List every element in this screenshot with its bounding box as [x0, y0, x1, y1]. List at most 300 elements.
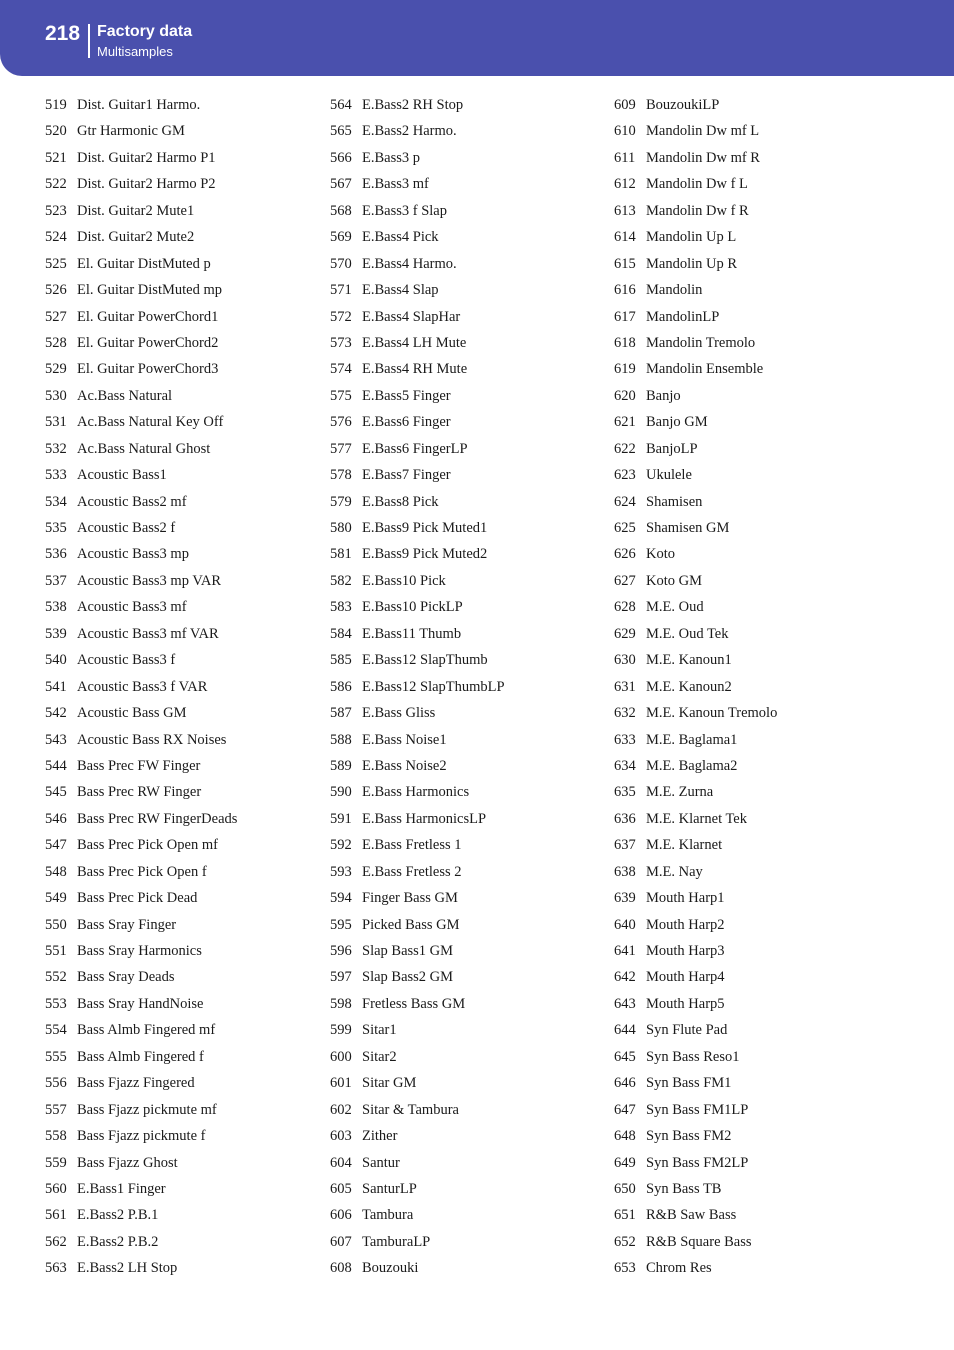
multisample-name: Bass Prec Pick Open mf	[77, 837, 218, 854]
multisample-name: E.Bass Harmonics	[362, 784, 470, 801]
multisample-number: 557	[45, 1101, 67, 1118]
multisample-name: El. Guitar PowerChord2	[77, 334, 219, 351]
multisample-name: Acoustic Bass2 mf	[77, 493, 187, 510]
multisample-number: 613	[614, 202, 636, 219]
multisample-name: Mouth Harp1	[646, 890, 725, 907]
multisample-name: Banjo	[646, 387, 681, 404]
multisample-name: TamburaLP	[362, 1233, 431, 1250]
multisample-name: Dist. Guitar2 Mute1	[77, 202, 195, 219]
multisample-name: M.E. Baglama1	[646, 731, 738, 748]
list-item	[330, 991, 505, 1017]
multisample-name: E.Bass9 Pick Muted2	[362, 546, 488, 563]
multisample-name: E.Bass2 RH Stop	[362, 97, 464, 113]
multisample-name: E.Bass6 FingerLP	[362, 440, 468, 457]
list-item	[330, 118, 505, 144]
multisample-name: M.E. Oud Tek	[646, 625, 729, 642]
list-item	[614, 806, 777, 832]
list-item	[614, 753, 777, 779]
multisample-column-3	[614, 92, 777, 1282]
multisample-name: Bass Fjazz pickmute mf	[77, 1101, 217, 1118]
multisample-name: Finger Bass GM	[362, 890, 458, 907]
multisample-number: 576	[330, 414, 352, 431]
multisample-number: 555	[45, 1048, 67, 1065]
multisample-number: 553	[45, 995, 67, 1012]
multisample-number: 619	[614, 361, 636, 378]
list-item	[330, 1255, 505, 1281]
multisample-number: 604	[330, 1154, 352, 1171]
multisample-name: El. Guitar PowerChord3	[77, 361, 219, 378]
multisample-name: E.Bass11 Thumb	[362, 625, 462, 642]
list-item	[45, 568, 237, 594]
list-item	[45, 251, 237, 277]
list-item	[45, 700, 237, 726]
list-item	[614, 991, 777, 1017]
multisample-name: Mouth Harp4	[646, 969, 725, 986]
section-subtitle: Multisamples	[97, 44, 173, 59]
list-item	[614, 224, 777, 250]
multisample-name: Chrom Res	[646, 1260, 712, 1277]
multisample-name: E.Bass8 Pick	[362, 493, 439, 510]
multisample-name: Bass Fjazz Ghost	[77, 1154, 178, 1171]
multisample-number: 549	[45, 890, 67, 907]
multisample-name: Tambura	[362, 1207, 414, 1224]
multisample-number: 637	[614, 837, 636, 854]
multisample-name: E.Bass2 LH Stop	[77, 1260, 178, 1277]
multisample-number: 592	[330, 837, 352, 854]
multisample-name: Banjo GM	[646, 414, 708, 431]
list-item	[45, 1150, 237, 1176]
multisample-name: M.E. Kanoun2	[646, 678, 732, 695]
multisample-number: 636	[614, 810, 636, 827]
multisample-name: Bass Prec Pick Open f	[77, 863, 207, 880]
multisample-name: Santur	[362, 1154, 400, 1171]
list-item	[330, 1150, 505, 1176]
list-item	[614, 1123, 777, 1149]
list-item	[614, 859, 777, 885]
multisample-name: E.Bass Noise1	[362, 731, 447, 748]
list-item	[614, 409, 777, 435]
multisample-name: E.Bass12 SlapThumb	[362, 652, 488, 669]
multisample-number: 538	[45, 599, 67, 616]
list-item	[45, 489, 237, 515]
list-item	[614, 489, 777, 515]
multisample-number: 647	[614, 1101, 636, 1118]
multisample-name: Sitar2	[362, 1048, 397, 1065]
multisample-number: 602	[330, 1101, 352, 1118]
multisample-name: Bass Almb Fingered f	[77, 1048, 204, 1065]
list-item	[45, 356, 237, 382]
multisample-number: 639	[614, 890, 636, 907]
multisample-number: 535	[45, 520, 67, 536]
list-item	[614, 383, 777, 409]
list-item	[45, 1017, 237, 1043]
list-item	[45, 145, 237, 171]
multisample-number: 581	[330, 546, 352, 563]
multisample-number: 584	[330, 625, 352, 642]
list-item	[330, 753, 505, 779]
multisample-name: Acoustic Bass3 mf VAR	[77, 625, 219, 642]
multisample-name: Fretless Bass GM	[362, 995, 466, 1012]
multisample-number: 522	[45, 176, 67, 193]
multisample-name: Bass Almb Fingered mf	[77, 1022, 216, 1039]
multisample-name: E.Bass5 Finger	[362, 387, 451, 404]
multisample-number: 614	[614, 229, 636, 246]
multisample-number: 600	[330, 1048, 352, 1065]
multisample-name: Bass Sray Finger	[77, 916, 177, 933]
list-item	[614, 92, 777, 118]
multisample-number: 585	[330, 652, 352, 669]
multisample-name: E.Bass6 Finger	[362, 414, 451, 431]
multisample-number: 540	[45, 652, 67, 669]
list-item	[45, 1070, 237, 1096]
multisample-name: Mouth Harp2	[646, 916, 725, 933]
list-item	[614, 436, 777, 462]
multisample-name: Sitar & Tambura	[362, 1101, 459, 1118]
list-item	[330, 832, 505, 858]
multisample-name: E.Bass4 Pick	[362, 229, 439, 246]
multisample-name: Zither	[362, 1128, 398, 1145]
list-item	[330, 621, 505, 647]
multisample-number: 539	[45, 625, 67, 642]
list-item	[330, 1097, 505, 1123]
multisample-name: Bass Sray Harmonics	[77, 943, 202, 959]
multisample-name: E.Bass2 P.B.1	[77, 1207, 159, 1224]
multisample-number: 621	[614, 414, 636, 431]
list-item	[330, 1176, 505, 1202]
multisample-name: Dist. Guitar2 Harmo P2	[77, 176, 216, 193]
multisample-number: 559	[45, 1154, 67, 1171]
list-item	[330, 515, 505, 541]
multisample-number: 569	[330, 229, 352, 246]
multisample-number: 617	[614, 308, 636, 325]
multisample-number: 646	[614, 1075, 636, 1092]
multisample-number: 616	[614, 282, 636, 299]
list-item	[614, 885, 777, 911]
list-item	[45, 1229, 237, 1255]
multisample-name: Syn Bass Reso1	[646, 1048, 740, 1065]
multisample-name: El. Guitar DistMuted mp	[77, 282, 222, 299]
list-item	[614, 594, 777, 620]
list-item	[45, 1097, 237, 1123]
multisample-name: Koto GM	[646, 572, 702, 589]
list-item	[330, 224, 505, 250]
multisample-name: E.Bass4 RH Mute	[362, 361, 468, 378]
multisample-name: M.E. Klarnet	[646, 837, 723, 854]
multisample-name: E.Bass7 Finger	[362, 467, 451, 484]
multisample-name: Acoustic Bass GM	[77, 705, 187, 722]
multisample-number: 640	[614, 916, 636, 933]
multisample-name: E.Bass10 Pick	[362, 572, 446, 589]
page-header	[0, 0, 954, 76]
list-item	[330, 436, 505, 462]
multisample-name: Bouzouki	[362, 1260, 419, 1277]
multisample-number: 609	[614, 97, 636, 113]
list-item	[330, 779, 505, 805]
multisample-name: Dist. Guitar2 Mute2	[77, 229, 195, 246]
multisample-number: 547	[45, 837, 67, 854]
list-item	[330, 383, 505, 409]
multisample-name: Bass Prec RW FingerDeads	[77, 810, 238, 827]
multisample-number: 644	[614, 1022, 636, 1039]
multisample-name: Sitar1	[362, 1022, 397, 1039]
multisample-name: Mandolin Tremolo	[646, 334, 756, 351]
multisample-name: M.E. Zurna	[646, 784, 714, 801]
multisample-number: 593	[330, 863, 352, 880]
list-item	[45, 1176, 237, 1202]
list-item	[330, 1229, 505, 1255]
list-item	[614, 568, 777, 594]
multisample-name: Bass Sray Deads	[77, 969, 175, 986]
multisample-number: 573	[330, 334, 352, 351]
list-item	[45, 832, 237, 858]
multisample-name: El. Guitar DistMuted p	[77, 255, 211, 272]
multisample-name: E.Bass Fretless 1	[362, 837, 462, 854]
list-item	[330, 1202, 505, 1228]
list-item	[45, 92, 237, 118]
multisample-name: Ukulele	[646, 467, 692, 484]
multisample-number: 561	[45, 1207, 67, 1224]
multisample-number: 612	[614, 176, 636, 193]
multisample-number: 567	[330, 176, 352, 193]
multisample-number: 587	[330, 705, 352, 722]
multisample-name: BouzoukiLP	[646, 97, 720, 113]
multisample-name: Slap Bass1 GM	[362, 943, 454, 959]
multisample-name: Syn Bass FM2	[646, 1128, 732, 1145]
multisample-name: Mandolin Up R	[646, 255, 738, 272]
multisample-number: 564	[330, 97, 352, 113]
multisample-number: 537	[45, 572, 67, 589]
multisample-number: 635	[614, 784, 636, 801]
list-item	[614, 198, 777, 224]
multisample-number: 520	[45, 123, 67, 140]
multisample-number: 601	[330, 1075, 352, 1092]
multisample-column-2	[330, 92, 505, 1282]
multisample-number: 560	[45, 1180, 67, 1197]
list-item	[45, 674, 237, 700]
list-item	[614, 674, 777, 700]
multisample-name: Syn Bass FM1LP	[646, 1101, 749, 1118]
multisample-number: 545	[45, 784, 67, 801]
multisample-number: 528	[45, 334, 67, 351]
multisample-name: Mandolin	[646, 282, 703, 299]
list-item	[45, 594, 237, 620]
multisample-number: 641	[614, 943, 636, 959]
multisample-name: Bass Fjazz pickmute f	[77, 1128, 206, 1145]
list-item	[614, 621, 777, 647]
multisample-name: E.Bass HarmonicsLP	[362, 810, 487, 827]
list-item	[45, 436, 237, 462]
multisample-number: 574	[330, 361, 352, 378]
list-item	[45, 727, 237, 753]
list-item	[614, 118, 777, 144]
multisample-number: 530	[45, 387, 67, 404]
multisample-number: 577	[330, 440, 352, 457]
multisample-name: Syn Flute Pad	[646, 1022, 728, 1039]
multisample-number: 543	[45, 731, 67, 748]
multisample-number: 529	[45, 361, 67, 378]
multisample-number: 556	[45, 1075, 67, 1092]
list-item	[330, 1123, 505, 1149]
multisample-name: MandolinLP	[646, 308, 720, 325]
multisample-name: Ac.Bass Natural Ghost	[77, 440, 211, 457]
list-item	[330, 568, 505, 594]
list-item	[330, 489, 505, 515]
multisample-number: 607	[330, 1233, 352, 1250]
list-item	[330, 806, 505, 832]
multisample-number: 521	[45, 149, 67, 166]
list-item	[45, 224, 237, 250]
multisample-name: E.Bass Gliss	[362, 705, 436, 722]
multisample-number: 628	[614, 599, 636, 616]
list-item	[330, 251, 505, 277]
list-item	[614, 330, 777, 356]
list-item	[45, 964, 237, 990]
list-item	[45, 753, 237, 779]
multisample-number: 649	[614, 1154, 636, 1171]
multisample-name: Shamisen	[646, 493, 703, 510]
list-item	[614, 647, 777, 673]
list-item	[330, 727, 505, 753]
multisample-number: 572	[330, 308, 352, 325]
list-item	[45, 806, 237, 832]
multisample-number: 622	[614, 440, 636, 457]
list-item	[45, 118, 237, 144]
list-item	[614, 832, 777, 858]
multisample-name: Mandolin Dw f R	[646, 202, 749, 219]
multisample-name: E.Bass Fretless 2	[362, 863, 462, 880]
list-item	[330, 1044, 505, 1070]
multisample-name: Syn Bass TB	[646, 1180, 722, 1197]
multisample-number: 651	[614, 1207, 636, 1224]
list-item	[330, 356, 505, 382]
list-item	[614, 938, 777, 964]
list-item	[330, 912, 505, 938]
list-item	[45, 621, 237, 647]
list-item	[330, 674, 505, 700]
multisample-name: E.Bass4 SlapHar	[362, 308, 461, 325]
multisample-number: 571	[330, 282, 352, 299]
multisample-name: Bass Prec RW Finger	[77, 784, 202, 801]
multisample-number: 630	[614, 652, 636, 669]
multisample-name: Acoustic Bass3 f	[77, 652, 176, 669]
multisample-number: 550	[45, 916, 67, 933]
list-item	[330, 171, 505, 197]
multisample-name: E.Bass Noise2	[362, 757, 447, 774]
multisample-number: 632	[614, 705, 636, 722]
multisample-number: 533	[45, 467, 67, 484]
multisample-name: M.E. Oud	[646, 599, 704, 616]
multisample-name: Mouth Harp5	[646, 995, 725, 1012]
multisample-name: Acoustic Bass3 mp VAR	[77, 572, 222, 589]
list-item	[45, 991, 237, 1017]
multisample-name: M.E. Klarnet Tek	[646, 810, 747, 827]
multisample-number: 531	[45, 414, 67, 431]
list-item	[45, 859, 237, 885]
list-item	[45, 1255, 237, 1281]
list-item	[45, 277, 237, 303]
list-item	[614, 1176, 777, 1202]
multisample-name: Shamisen GM	[646, 520, 730, 536]
list-item	[45, 409, 237, 435]
list-item	[330, 145, 505, 171]
multisample-name: E.Bass10 PickLP	[362, 599, 463, 616]
list-item	[330, 92, 505, 118]
multisample-number: 605	[330, 1180, 352, 1197]
multisample-number: 546	[45, 810, 67, 827]
multisample-name: Ac.Bass Natural Key Off	[77, 414, 224, 431]
multisample-name: Dist. Guitar1 Harmo.	[77, 97, 201, 113]
multisample-name: Picked Bass GM	[362, 916, 460, 933]
list-item	[330, 859, 505, 885]
multisample-number: 565	[330, 123, 352, 140]
list-item	[45, 541, 237, 567]
list-item	[45, 462, 237, 488]
list-item	[330, 594, 505, 620]
multisample-number: 554	[45, 1022, 67, 1039]
multisample-number: 575	[330, 387, 352, 404]
multisample-number: 525	[45, 255, 67, 272]
list-item	[45, 779, 237, 805]
multisample-number: 591	[330, 810, 352, 827]
multisample-number: 627	[614, 572, 636, 589]
list-item	[614, 251, 777, 277]
multisample-name: Mandolin Dw mf R	[646, 149, 760, 166]
multisample-number: 548	[45, 863, 67, 880]
multisample-name: Mandolin Up L	[646, 229, 737, 246]
multisample-name: Acoustic Bass3 f VAR	[77, 678, 208, 695]
list-item	[614, 912, 777, 938]
list-item	[45, 912, 237, 938]
list-item	[614, 515, 777, 541]
list-item	[45, 938, 237, 964]
multisample-number: 638	[614, 863, 636, 880]
list-item	[614, 1070, 777, 1096]
list-item	[330, 541, 505, 567]
list-item	[45, 1202, 237, 1228]
multisample-number: 633	[614, 731, 636, 748]
multisample-number: 579	[330, 493, 352, 510]
list-item	[45, 515, 237, 541]
multisample-number: 652	[614, 1233, 636, 1250]
multisample-number: 583	[330, 599, 352, 616]
multisample-number: 648	[614, 1128, 636, 1145]
list-item	[45, 1123, 237, 1149]
list-item	[330, 277, 505, 303]
multisample-name: Mandolin Ensemble	[646, 361, 764, 378]
list-item	[614, 1202, 777, 1228]
multisample-name: Syn Bass FM2LP	[646, 1154, 749, 1171]
multisample-name: E.Bass2 Harmo.	[362, 123, 457, 140]
multisample-name: E.Bass12 SlapThumbLP	[362, 678, 505, 695]
multisample-name: Acoustic Bass1	[77, 467, 167, 484]
list-item	[614, 462, 777, 488]
list-item	[45, 330, 237, 356]
multisample-number: 611	[614, 149, 636, 166]
multisample-number: 570	[330, 255, 352, 272]
multisample-number: 606	[330, 1207, 352, 1224]
multisample-name: M.E. Baglama2	[646, 757, 738, 774]
list-item	[614, 1097, 777, 1123]
multisample-name: Acoustic Bass3 mf	[77, 599, 187, 616]
multisample-name: Koto	[646, 546, 675, 563]
list-item	[614, 356, 777, 382]
multisample-number: 631	[614, 678, 636, 695]
multisample-column-1	[45, 92, 237, 1282]
list-item	[330, 1017, 505, 1043]
list-item	[45, 198, 237, 224]
multisample-number: 625	[614, 520, 636, 536]
multisample-number: 563	[45, 1260, 67, 1277]
